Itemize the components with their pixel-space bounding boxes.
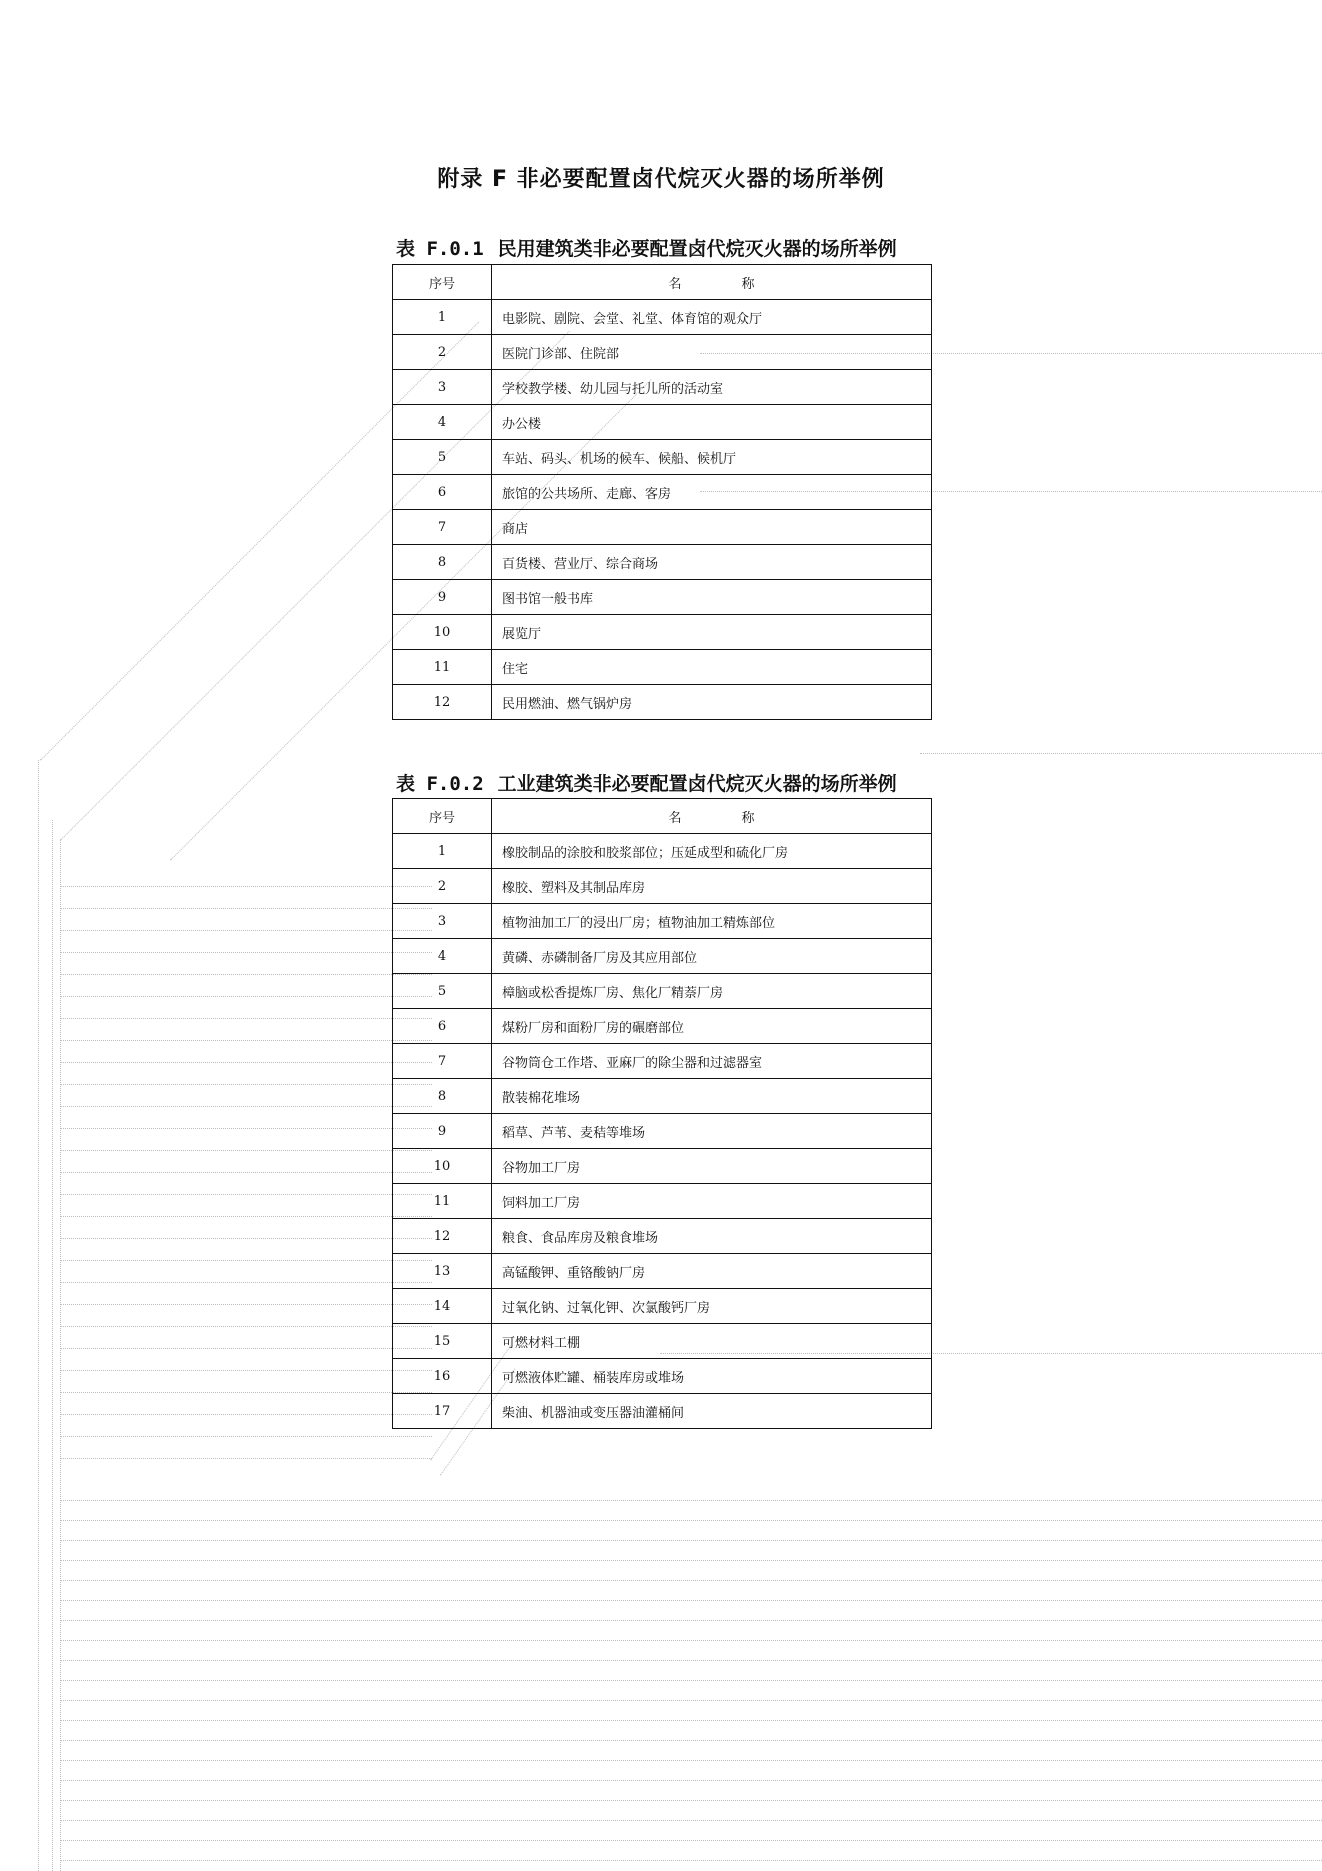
column-header-no: 序号	[393, 799, 492, 834]
row-number: 1	[393, 300, 492, 335]
table-header-row	[393, 799, 932, 834]
column-header-name: 名称	[492, 265, 932, 300]
row-number: 17	[393, 1394, 492, 1429]
table-row	[393, 1009, 932, 1044]
dotted-line	[60, 1760, 1322, 1761]
table-row	[393, 580, 932, 615]
row-number: 7	[393, 510, 492, 545]
dotted-line	[60, 1326, 432, 1327]
dotted-line	[60, 908, 432, 909]
row-number: 12	[393, 685, 492, 720]
place-name: 黄磷、赤磷制备厂房及其应用部位	[492, 939, 932, 974]
dotted-line	[60, 1780, 1322, 1781]
table-row	[393, 475, 932, 510]
dotted-line	[60, 1800, 1322, 1801]
dotted-line	[60, 1620, 1322, 1621]
dotted-line	[60, 1106, 432, 1107]
table-row	[393, 1289, 932, 1324]
place-name: 煤粉厂房和面粉厂房的碾磨部位	[492, 1009, 932, 1044]
civil-buildings-table	[392, 264, 932, 720]
table1-code: 表 F.0.1	[396, 238, 484, 260]
place-name: 橡胶制品的涂胶和胶浆部位；压延成型和硫化厂房	[492, 834, 932, 869]
row-number: 14	[393, 1289, 492, 1324]
row-number: 15	[393, 1324, 492, 1359]
row-number: 5	[393, 440, 492, 475]
dotted-line	[60, 1172, 432, 1173]
table-row	[393, 939, 932, 974]
row-number: 4	[393, 405, 492, 440]
page-title: 附录 F 非必要配置卤代烷灭火器的场所举例	[437, 167, 885, 192]
dotted-line	[52, 820, 53, 1871]
dotted-line	[60, 1700, 1322, 1701]
place-name: 车站、码头、机场的候车、候船、候机厅	[492, 440, 932, 475]
place-name: 可燃液体贮罐、桶装库房或堆场	[492, 1359, 932, 1394]
table-row	[393, 834, 932, 869]
dotted-line	[60, 1282, 432, 1283]
place-name: 橡胶、塑料及其制品库房	[492, 869, 932, 904]
table-row	[393, 1394, 932, 1429]
column-header-no: 序号	[393, 265, 492, 300]
table-row	[393, 650, 932, 685]
place-name: 柴油、机器油或变压器油灌桶间	[492, 1394, 932, 1429]
row-number: 3	[393, 370, 492, 405]
place-name: 植物油加工厂的浸出厂房；植物油加工精炼部位	[492, 904, 932, 939]
place-name: 稻草、芦苇、麦秸等堆场	[492, 1114, 932, 1149]
table-row	[393, 1219, 932, 1254]
dotted-line	[60, 1392, 432, 1393]
row-number: 5	[393, 974, 492, 1009]
dotted-line	[60, 1680, 1322, 1681]
table-row	[393, 300, 932, 335]
table2-code: 表 F.0.2	[396, 773, 484, 795]
table-row	[393, 1044, 932, 1079]
table-row	[393, 335, 932, 370]
dotted-line	[920, 753, 1322, 754]
dotted-line	[60, 1018, 432, 1019]
place-name: 电影院、剧院、会堂、礼堂、体育馆的观众厅	[492, 300, 932, 335]
table2-caption	[396, 769, 936, 796]
dotted-line	[60, 1436, 432, 1437]
table-row	[393, 510, 932, 545]
place-name: 饲料加工厂房	[492, 1184, 932, 1219]
place-name: 谷物加工厂房	[492, 1149, 932, 1184]
table-row	[393, 405, 932, 440]
table-row	[393, 1149, 932, 1184]
dotted-line	[60, 1540, 1322, 1541]
dotted-line	[60, 1580, 1322, 1581]
place-name: 住宅	[492, 650, 932, 685]
dotted-line	[60, 930, 432, 931]
dotted-line	[60, 1660, 1322, 1661]
row-number: 16	[393, 1359, 492, 1394]
dotted-line	[60, 1458, 432, 1459]
place-name: 民用燃油、燃气锅炉房	[492, 685, 932, 720]
dotted-line	[60, 1370, 432, 1371]
dotted-line	[60, 1348, 432, 1349]
dotted-line	[60, 1062, 432, 1063]
row-number: 9	[393, 580, 492, 615]
table1-caption	[396, 234, 936, 261]
industrial-buildings-table	[392, 798, 932, 1429]
place-name: 樟脑或松香提炼厂房、焦化厂精萘厂房	[492, 974, 932, 1009]
place-name: 医院门诊部、住院部	[492, 335, 932, 370]
place-name: 图书馆一般书库	[492, 580, 932, 615]
place-name: 可燃材料工棚	[492, 1324, 932, 1359]
table-row	[393, 974, 932, 1009]
row-number: 3	[393, 904, 492, 939]
dotted-line	[60, 1414, 432, 1415]
place-name: 高锰酸钾、重铬酸钠厂房	[492, 1254, 932, 1289]
dotted-line	[60, 1040, 432, 1041]
row-number: 6	[393, 475, 492, 510]
dotted-line	[60, 1150, 432, 1151]
dotted-line	[60, 1216, 432, 1217]
dotted-line	[60, 1238, 432, 1239]
place-name: 办公楼	[492, 405, 932, 440]
dotted-line	[60, 1840, 1322, 1841]
table-row	[393, 685, 932, 720]
dotted-line	[60, 886, 432, 887]
row-number: 11	[393, 650, 492, 685]
row-number: 8	[393, 545, 492, 580]
dotted-line	[60, 1194, 432, 1195]
table2-title: 工业建筑类非必要配置卤代烷灭火器的场所举例	[497, 773, 897, 795]
table1-title: 民用建筑类非必要配置卤代烷灭火器的场所举例	[497, 238, 897, 260]
table-row	[393, 904, 932, 939]
dotted-line	[60, 1720, 1322, 1721]
dotted-line	[60, 1520, 1322, 1521]
column-header-name: 名称	[492, 799, 932, 834]
table-row	[393, 1184, 932, 1219]
table-header-row	[393, 265, 932, 300]
place-name: 学校教学楼、幼儿园与托儿所的活动室	[492, 370, 932, 405]
dotted-line	[60, 1860, 1322, 1861]
row-number: 9	[393, 1114, 492, 1149]
place-name: 谷物筒仓工作塔、亚麻厂的除尘器和过滤器室	[492, 1044, 932, 1079]
row-number: 6	[393, 1009, 492, 1044]
table-row	[393, 1114, 932, 1149]
row-number: 8	[393, 1079, 492, 1114]
dotted-line	[60, 1740, 1322, 1741]
table-row	[393, 869, 932, 904]
dotted-line	[60, 974, 432, 975]
row-number: 2	[393, 335, 492, 370]
place-name: 商店	[492, 510, 932, 545]
row-number: 12	[393, 1219, 492, 1254]
place-name: 散装棉花堆场	[492, 1079, 932, 1114]
row-number: 10	[393, 1149, 492, 1184]
dotted-line	[60, 1128, 432, 1129]
dotted-line	[60, 1600, 1322, 1601]
place-name: 过氧化钠、过氧化钾、次氯酸钙厂房	[492, 1289, 932, 1324]
row-number: 7	[393, 1044, 492, 1079]
row-number: 2	[393, 869, 492, 904]
row-number: 4	[393, 939, 492, 974]
place-name: 粮食、食品库房及粮食堆场	[492, 1219, 932, 1254]
table-row	[393, 1254, 932, 1289]
row-number: 1	[393, 834, 492, 869]
dotted-line	[60, 1820, 1322, 1821]
table-row	[393, 440, 932, 475]
dotted-line	[60, 1084, 432, 1085]
row-number: 11	[393, 1184, 492, 1219]
dotted-line	[60, 996, 432, 997]
row-number: 10	[393, 615, 492, 650]
place-name: 百货楼、营业厅、综合商场	[492, 545, 932, 580]
dotted-line	[60, 1560, 1322, 1561]
dotted-line	[60, 952, 432, 953]
table-row	[393, 615, 932, 650]
row-number: 13	[393, 1254, 492, 1289]
dotted-line	[60, 1304, 432, 1305]
dotted-line	[60, 1500, 1322, 1501]
table-row	[393, 545, 932, 580]
dotted-line	[60, 840, 61, 1871]
table-row	[393, 1324, 932, 1359]
dotted-line	[60, 1260, 432, 1261]
dotted-line	[38, 760, 39, 1871]
place-name: 旅馆的公共场所、走廊、客房	[492, 475, 932, 510]
dotted-line	[60, 1640, 1322, 1641]
place-name: 展览厅	[492, 615, 932, 650]
table-row	[393, 1079, 932, 1114]
table-row	[393, 370, 932, 405]
table-row	[393, 1359, 932, 1394]
